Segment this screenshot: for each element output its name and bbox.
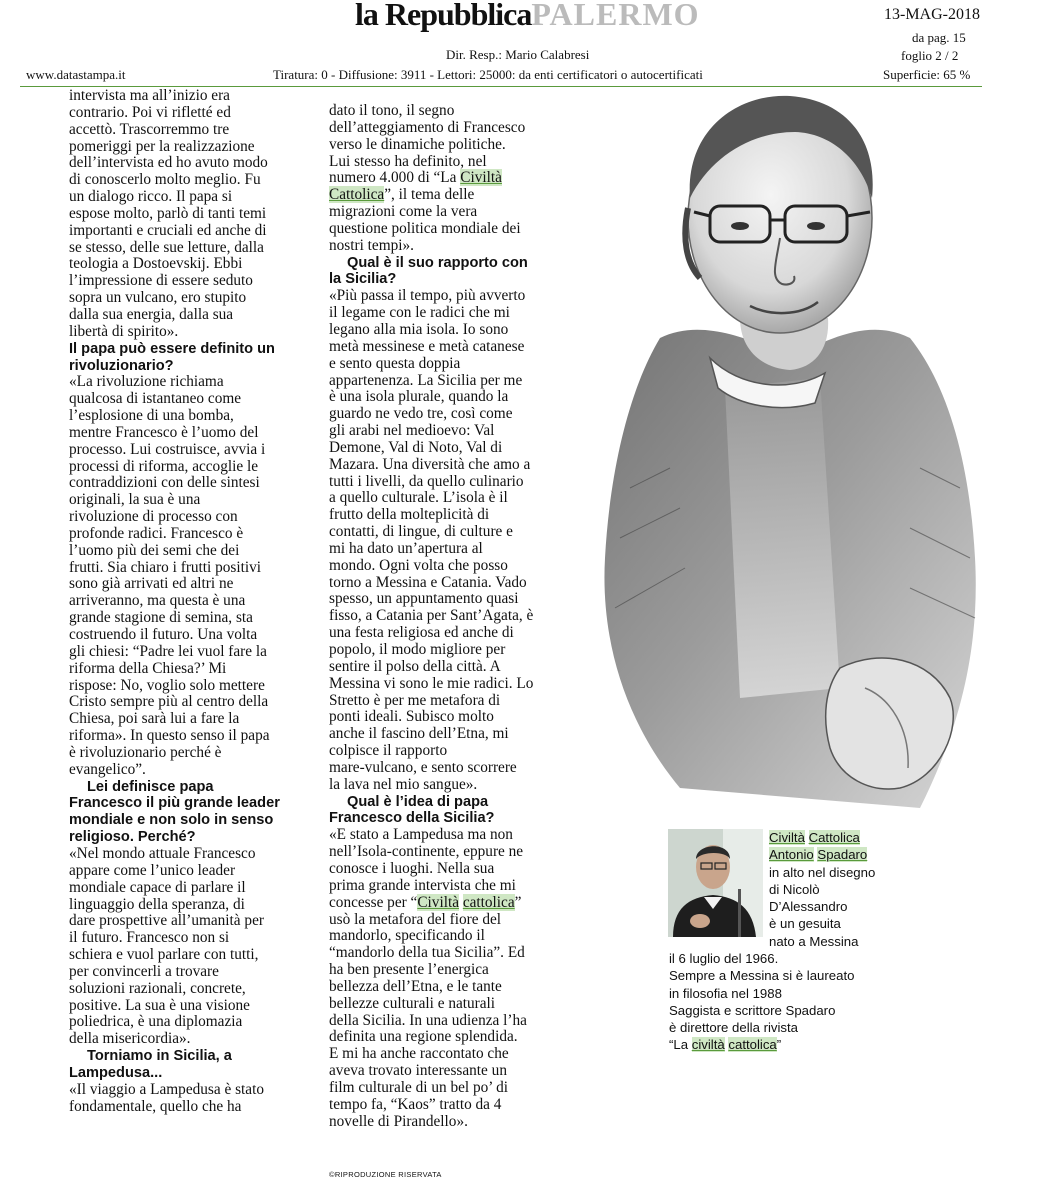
text-line: film culturale di un bel po’ di: [329, 1078, 508, 1096]
text-line: gli chiesi: “Padre lei vuol fare la: [69, 642, 267, 660]
text-line: della misericordia».: [69, 1030, 191, 1048]
text-line: mi ha dato un’apertura al: [329, 539, 483, 557]
text-line: guardo ne vedo tre, così come: [329, 405, 513, 423]
photo-caption-bottom: [669, 950, 854, 1054]
text-line: soluzioni razionali, concrete,: [69, 979, 246, 997]
circulation-info: Tiratura: 0 - Diffusione: 3911 - Lettori: 25000: da enti certificatori o autocertificati: [273, 67, 703, 82]
text-line: bellezze culturali e naturali: [329, 994, 496, 1012]
text-line: «Il viaggio a Lampedusa è stato: [69, 1080, 264, 1098]
text-line: spesso, un appuntamento quasi: [329, 590, 519, 608]
text-line: mondo. Ogni volta che posso: [329, 556, 508, 574]
surface-info: Superficie: 65 %: [883, 67, 971, 82]
text-line: Mazara. Una diversità che amo a: [329, 455, 531, 473]
text-line: rivoluzione di processo con: [69, 508, 238, 526]
text-line: dare prospettive all’umanità per: [69, 912, 264, 930]
text-line: [329, 170, 533, 187]
question-line: rivoluzionario?: [69, 357, 174, 374]
text-line: bellezza dell’Etna, e le tante: [329, 977, 502, 995]
text-line: arriveranno, ma questa è una: [69, 592, 246, 610]
text-line: riforma». In questo senso il papa: [69, 727, 270, 745]
text-line: dato il tono, il segno: [329, 102, 455, 119]
question-line: Qual è il suo rapporto con: [347, 254, 528, 271]
website-link[interactable]: www.datastampa.it: [26, 67, 126, 82]
text-line: Messina vi sono le mie radici. Lo: [329, 674, 534, 692]
highlighted-term: cattolica: [462, 893, 515, 911]
text-line: riforma della Chiesa?’ Mi: [69, 659, 227, 677]
text-line: mondiale capace di parlare il: [69, 878, 246, 896]
question-line: mondiale e non solo in senso: [69, 812, 274, 829]
caption-line: è un gesuita: [769, 916, 841, 932]
caption-line: è direttore della rivista: [669, 1020, 799, 1036]
text-line: Cristo sempre più al centro della: [69, 693, 269, 711]
text-line: tempo fa, “Kaos” tratto da 4: [329, 1095, 502, 1113]
text-line: prima grande intervista che mi: [329, 876, 516, 894]
text-line: novelle di Pirandello».: [329, 1112, 468, 1130]
text-line: il legame con le radici che mi: [329, 304, 510, 322]
question-line: religioso. Perché?: [69, 829, 196, 846]
text-line: frutti. Sia chiaro i frutti positivi: [69, 558, 262, 576]
photo-caption-top: [769, 829, 875, 950]
text-line: una festa religiosa ed anche di: [329, 624, 514, 642]
text-line: dalla sua energia, dalla sua: [69, 305, 234, 323]
text-line: evangelico”.: [69, 760, 146, 778]
text-line: dell’atteggiamento di Francesco: [329, 118, 526, 136]
text-line: metà messinese e metà catanese: [329, 337, 525, 355]
text-line: conosce i luoghi. Nella sua: [329, 859, 495, 877]
text-line: «Nel mondo attuale Francesco: [69, 844, 256, 862]
copyright-notice: ©RIPRODUZIONE RISERVATA: [329, 1170, 442, 1179]
text-line: l’impressione di essere seduto: [69, 272, 253, 290]
caption-line: [769, 829, 875, 846]
text-line: pomeriggi per la realizzazione: [69, 137, 255, 155]
text-line: a quello culturale. L’isola è il: [329, 489, 508, 507]
highlighted-term: Spadaro: [817, 847, 868, 863]
highlighted-term: Antonio: [769, 847, 814, 863]
text-line: poliedrica, è una diplomazia: [69, 1013, 243, 1031]
caption-line: [769, 846, 875, 863]
text-line: popolo, il modo migliore per: [329, 641, 506, 658]
question-line: Francesco il più grande leader: [69, 795, 280, 812]
text-fragment: ”, il tema delle: [384, 186, 475, 204]
text-line: è una isola plurale, quando la: [329, 388, 509, 406]
text-line: importanti e cruciali ed anche di: [69, 221, 267, 239]
text-line: torno a Messina e Catania. Vado: [329, 573, 527, 591]
text-line: l’esplosione di una bomba,: [69, 407, 234, 425]
text-line: “mandorlo della tua Sicilia”. Ed: [329, 944, 525, 962]
text-line: sopra un vulcano, ero stupito: [69, 289, 247, 307]
text-line: [329, 895, 533, 912]
text-line: della Sicilia. In una udienza l’ha: [329, 1011, 527, 1029]
text-line: positive. La sua è una visione: [69, 996, 250, 1014]
text-line: il futuro. Francesco non si: [69, 929, 230, 947]
article-column-2: [329, 103, 533, 1130]
text-line: contatti, di lingue, di culture e: [329, 523, 513, 541]
text-line: profonde radici. Francesco è: [69, 524, 244, 542]
text-line: [329, 187, 533, 204]
caption-line: il 6 luglio del 1966.: [669, 951, 779, 966]
text-line: processo. Lui costruisce, avvia i: [69, 440, 266, 458]
text-line: contrario. Poi vi rifletté ed: [69, 103, 231, 121]
newspaper-name: la Repubblica: [355, 0, 532, 32]
text-line: accettò. Trascorremmo tre: [69, 120, 230, 138]
highlighted-term: civiltà: [691, 1037, 725, 1053]
text-fragment: ”: [514, 893, 522, 911]
text-line: frutto della molteplicità di: [329, 506, 490, 524]
text-line: un dialogo ricco. Il papa si: [69, 188, 233, 206]
text-line: grande stagione di semina, sta: [69, 609, 253, 627]
text-line: aveva trovato interessante un: [329, 1062, 507, 1080]
text-line: «Più passa il tempo, più avverto: [329, 287, 526, 305]
highlighted-term: Civiltà: [460, 169, 502, 187]
text-line: ha ben presente l’energica: [329, 961, 489, 979]
text-line: Chiesa, poi sarà lui a fare la: [69, 710, 240, 728]
caption-line: nato a Messina: [769, 933, 859, 949]
text-line: legano alla mia isola. Io sono: [329, 320, 509, 338]
highlighted-term: Civiltà: [417, 893, 459, 911]
text-line: colpisce il rapporto: [329, 742, 448, 760]
text-line: Demone, Val di Noto, Val di: [329, 438, 503, 456]
text-line: appare come l’unico leader: [69, 861, 236, 879]
text-line: tutti i livelli, da quello culinario: [329, 472, 524, 490]
text-line: fondamentale, quello che ha: [69, 1097, 242, 1115]
text-line: mandorlo, specificando il: [329, 927, 485, 945]
text-line: E mi ha anche raccontato che: [329, 1045, 509, 1063]
question-line: la Sicilia?: [329, 271, 397, 288]
text-line: sentire il polso della città. A: [329, 657, 501, 675]
masthead: [355, 0, 700, 33]
text-line: mentre Francesco è l’uomo del: [69, 423, 259, 441]
text-line: qualcosa di istantaneo come: [69, 390, 242, 408]
caption-line: Saggista e scrittore Spadaro: [669, 1002, 836, 1018]
text-fragment: concesse per “: [329, 893, 418, 911]
caption-line: Sempre a Messina si è laureato: [669, 968, 855, 984]
caption-line: in alto nel disegno: [769, 864, 876, 880]
text-line: espose molto, parlò di tanti temi: [69, 204, 267, 222]
text-line: schiera e vuol parlare con tutti,: [69, 946, 259, 964]
text-line: verso le dinamiche politiche.: [329, 135, 506, 153]
text-line: fisso, a Catania per Sant’Agata, è: [329, 607, 534, 625]
question-line: Torniamo in Sicilia, a: [87, 1048, 232, 1065]
text-line: originali, la sua è una: [69, 491, 201, 509]
text-fragment: “La: [669, 1037, 692, 1053]
text-line: la lava nel mio sangue».: [329, 775, 478, 793]
question-line: Lampedusa...: [69, 1064, 163, 1081]
text-line: linguaggio della speranza, di: [69, 895, 245, 913]
text-line: ponti ideali. Subisco molto: [329, 708, 494, 726]
text-line: nostri tempi».: [329, 236, 414, 254]
caption-line: in filosofia nel 1988: [669, 985, 782, 1001]
text-line: intervista ma all’inizio era: [69, 87, 230, 104]
highlighted-term: Cattolica: [808, 830, 860, 845]
text-line: processi di riforma, accoglie le: [69, 457, 259, 475]
text-line: teologia a Dostoevskij. Ebbi: [69, 255, 243, 273]
text-line: appartenenza. La Sicilia per me: [329, 371, 523, 389]
text-line: per convincerli a trovare: [69, 962, 219, 980]
caption-line: di Nicolò: [769, 881, 820, 897]
text-line: di conoscerlo molto meglio. Fu: [69, 171, 261, 189]
text-fragment: ”: [776, 1037, 782, 1053]
text-line: questione politica mondiale dei: [329, 219, 521, 237]
text-line: è rivoluzionario perché è: [69, 743, 222, 761]
question-line: Il papa può essere definito un: [69, 340, 275, 357]
page-reference: da pag. 15: [912, 30, 966, 45]
text-line: se stesso, delle sue letture, dalla: [69, 238, 264, 256]
issue-date: 13-MAG-2018: [884, 6, 980, 23]
text-line: gli arabi nel medioevo: Val: [329, 422, 495, 440]
text-line: contraddizioni con delle sintesi: [69, 474, 260, 492]
text-line: migrazioni come la vera: [329, 203, 478, 221]
highlighted-term: cattolica: [728, 1037, 777, 1053]
text-line: «La rivoluzione richiama: [69, 373, 224, 391]
text-line: mare-vulcano, e sento scorrere: [329, 758, 517, 776]
sheet-number: foglio 2 / 2: [901, 48, 959, 63]
text-line: nell’Isola-continente, eppure ne: [329, 843, 524, 861]
text-line: usò la metafora del fiore del: [329, 910, 502, 928]
text-line: Lui stesso ha definito, nel: [329, 152, 487, 170]
portrait-drawing: [590, 88, 990, 828]
text-line: e sento questa doppia: [329, 354, 461, 372]
question-line: Lei definisce papa: [87, 778, 214, 795]
caption-line: D’Alessandro: [769, 899, 848, 915]
text-line: Stretto è per me metafora di: [329, 691, 501, 709]
article-column-1: [69, 88, 280, 1115]
highlighted-term: Cattolica: [329, 186, 385, 204]
caption-line: [669, 1036, 854, 1053]
text-line: dell’intervista ed ho avuto modo: [69, 154, 268, 172]
text-fragment: numero 4.000 di “La: [329, 169, 461, 187]
text-line: «E stato a Lampedusa ma non: [329, 826, 513, 844]
highlighted-term: Civiltà: [769, 830, 805, 845]
director-line: Dir. Resp.: Mario Calabresi: [446, 47, 590, 62]
author-photo: [668, 829, 763, 937]
text-line: costruendo il futuro. Una volta: [69, 626, 258, 643]
text-line: sono già arrivati ed altri ne: [69, 575, 234, 593]
edition-name: PALERMO: [531, 0, 700, 32]
text-line: definita una regione splendida.: [329, 1028, 518, 1046]
question-line: Qual è l’idea di papa: [347, 793, 489, 810]
text-line: anche il fascino dell’Etna, mi: [329, 725, 509, 743]
text-line: libertà di spirito».: [69, 322, 179, 340]
question-line: Francesco della Sicilia?: [329, 810, 495, 827]
text-line: l’uomo più dei semi che dei: [69, 541, 240, 559]
text-line: rispose: No, voglio solo mettere: [69, 676, 265, 694]
